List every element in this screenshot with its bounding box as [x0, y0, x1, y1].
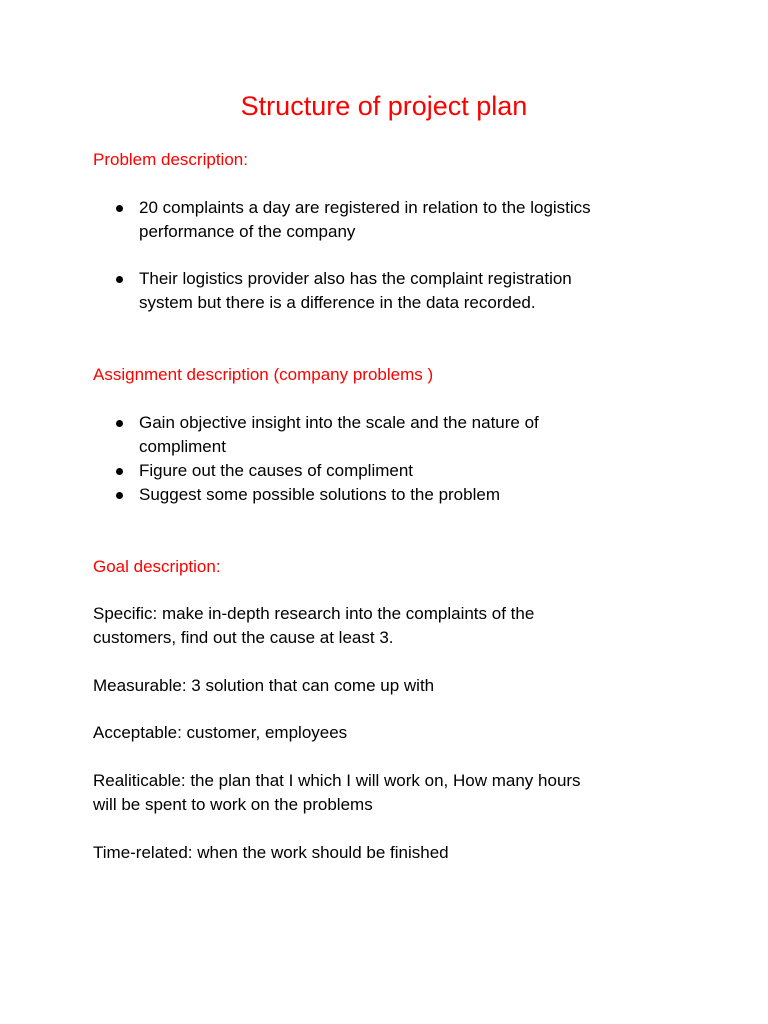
paragraph-line: customers, find out the cause at least 3.	[93, 628, 394, 647]
list-item	[0, 196, 659, 244]
bullet-text-line: Suggest some possible solutions to the problem	[139, 485, 500, 504]
list-item	[0, 459, 659, 483]
problem-bullet-list	[0, 196, 768, 315]
list-item	[0, 483, 659, 507]
goal-realiticable	[93, 769, 673, 817]
bullet-text-line: Their logistics provider also has the complaint registration	[139, 269, 572, 288]
bullet-text-line: compliment	[139, 437, 226, 456]
goal-measurable: Measurable: 3 solution that can come up with	[93, 676, 435, 695]
goal-heading: Goal description:	[93, 557, 221, 576]
page-title: Structure of project plan	[240, 91, 528, 121]
bullet-text-line: 20 complaints a day are registered in relation to the logistics	[139, 198, 591, 217]
problem-heading: Problem description:	[93, 150, 248, 169]
bullet-icon	[116, 468, 123, 475]
paragraph-line: will be spent to work on the problems	[93, 795, 373, 814]
bullet-icon	[116, 276, 123, 283]
bullet-icon	[116, 492, 123, 499]
bullet-icon	[116, 205, 123, 212]
paragraph-line: Realiticable: the plan that I which I will work on, How many hours	[93, 771, 581, 790]
goal-specific	[93, 602, 673, 650]
list-item	[0, 411, 659, 459]
list-item	[0, 267, 659, 315]
goal-time-related: Time-related: when the work should be finished	[93, 843, 449, 862]
bullet-text-line: system but there is a difference in the data recorded.	[139, 293, 536, 312]
goal-acceptable: Acceptable: customer, employees	[93, 723, 348, 742]
assignment-heading: Assignment description (company problems )	[93, 365, 434, 384]
bullet-text-line: Gain objective insight into the scale and the nature of	[139, 413, 539, 432]
bullet-icon	[116, 420, 123, 427]
bullet-text-line: Figure out the causes of compliment	[139, 461, 414, 480]
bullet-text-line: performance of the company	[139, 222, 356, 241]
paragraph-line: Specific: make in-depth research into the complaints of the	[93, 604, 535, 623]
assignment-bullet-list	[0, 411, 768, 507]
